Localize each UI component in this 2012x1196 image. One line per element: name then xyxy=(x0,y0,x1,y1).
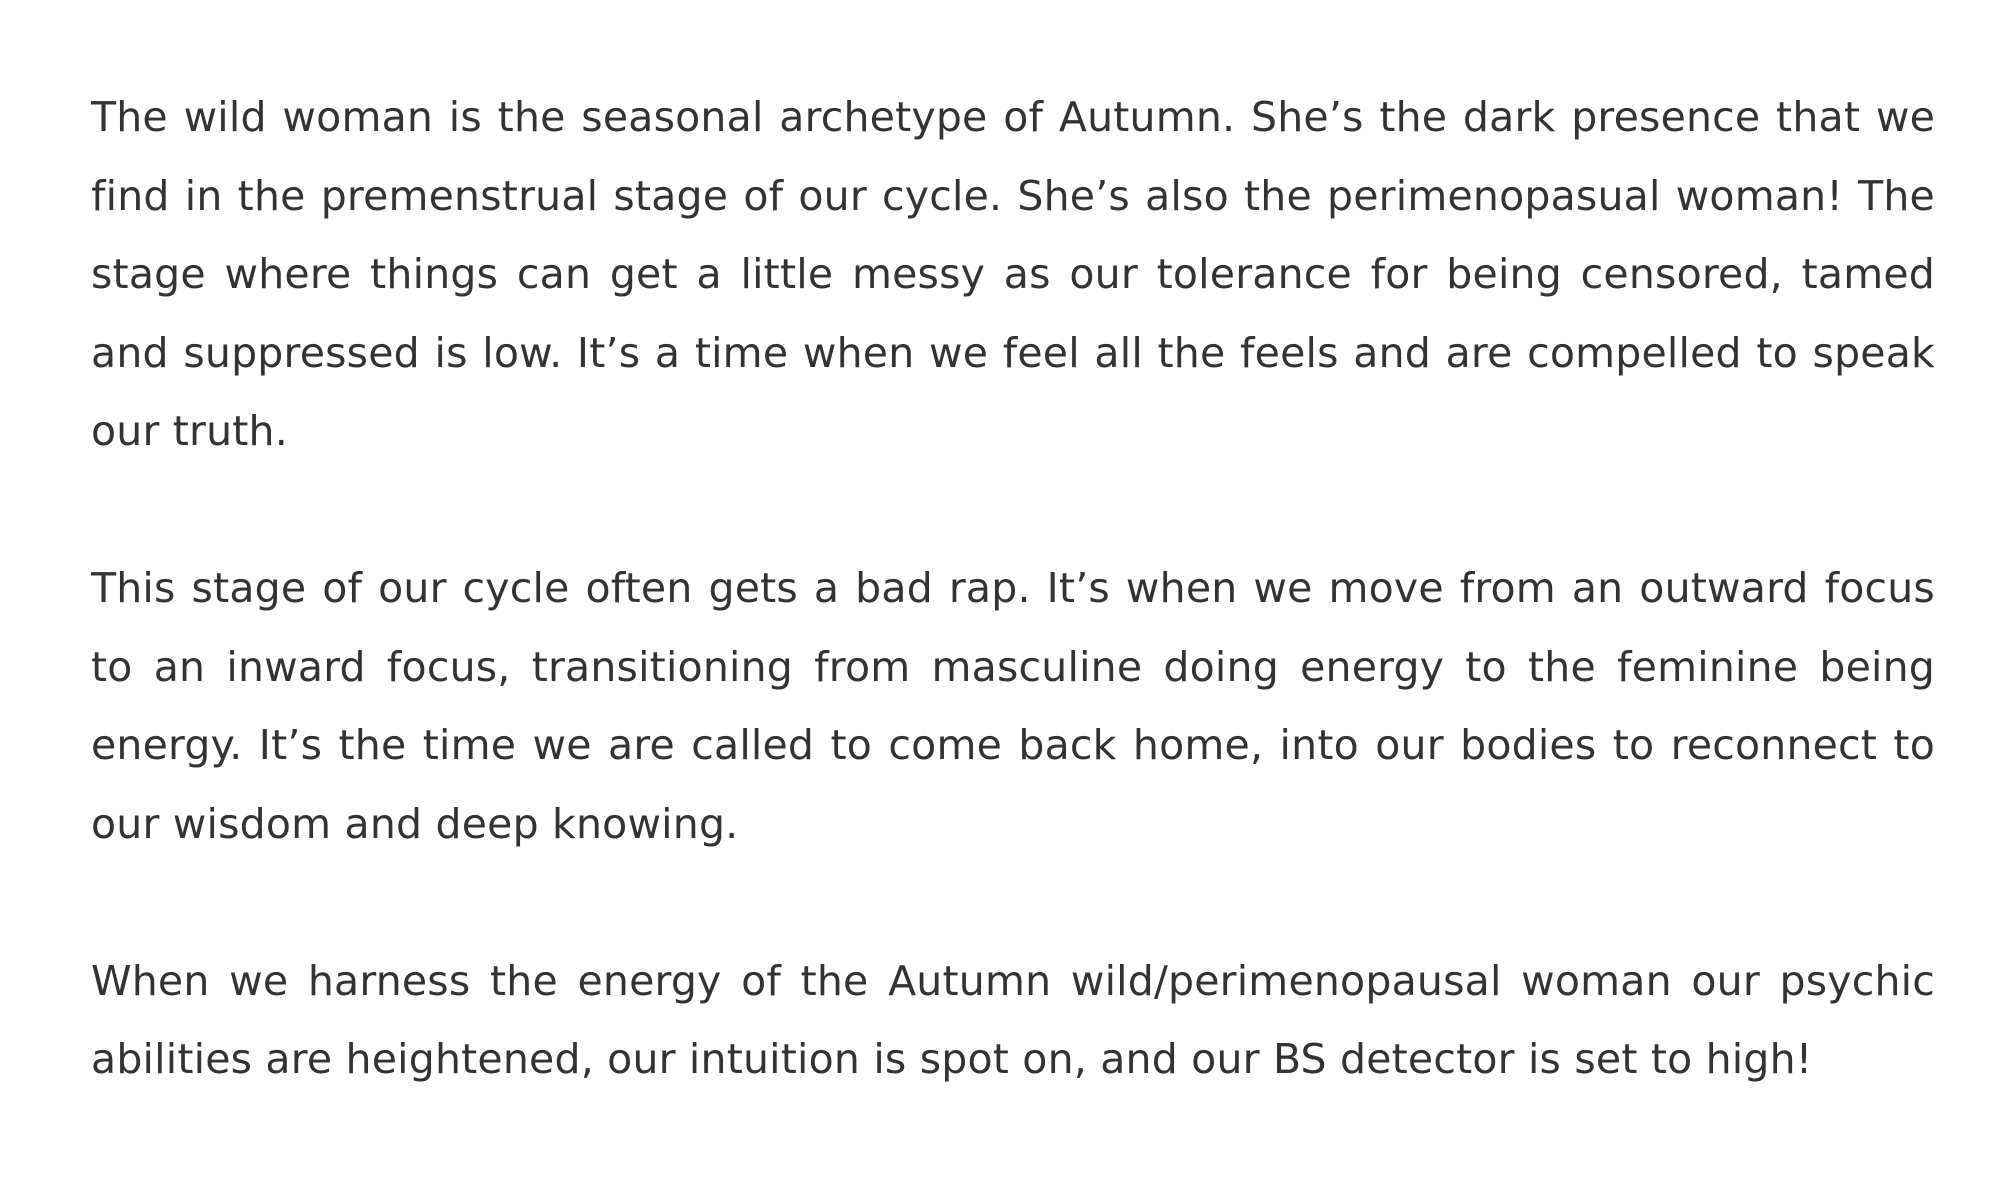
paragraph-wild-woman-archetype: The wild woman is the seasonal archetype of Autumn. She’s the dark presence that we find in the premenstrual stage of our cycle. She’s also the perimenopasual woman! The stage where things can get a little messy as our tolerance for being censored, tamed and suppressed is low. It’s a time when we feel all the feels and are compelled to speak our truth. xyxy=(91,93,1935,455)
paragraph-stage-of-cycle: This stage of our cycle often gets a bad rap. It’s when we move from an outward focus to an inward focus, transitioning from masculine doing energy to the feminine being energy. It’s the time we are called to come back home, into our bodies to reconnect to our wisdom and deep knowing. xyxy=(91,564,1935,848)
paragraph-harness-energy: When we harness the energy of the Autumn wild/perimenopausal woman our psychic abilities are heightened, our intuition is spot on, and our BS detector is set to high! xyxy=(91,956,1935,1083)
article-body xyxy=(91,78,1935,1099)
